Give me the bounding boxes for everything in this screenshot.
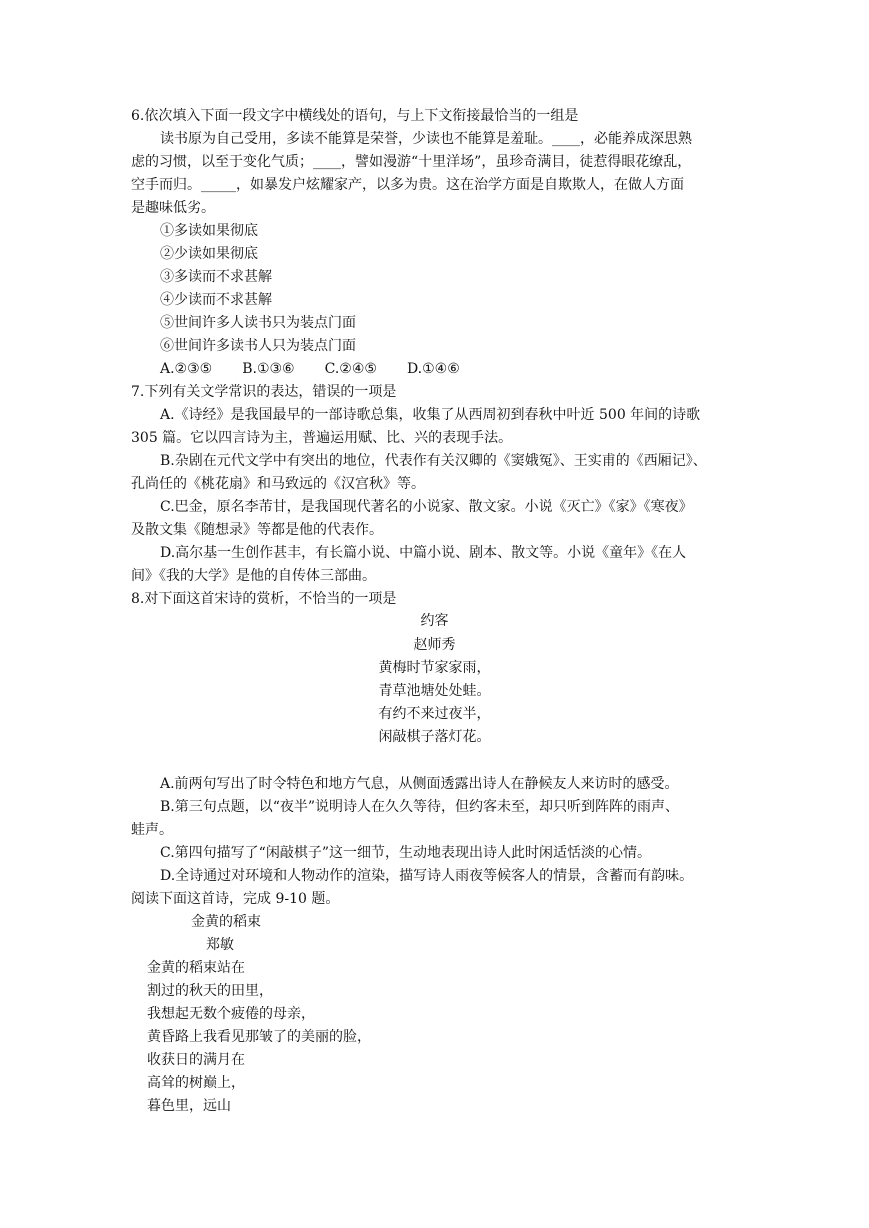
reading-poem-line: 我想起无数个疲倦的母亲，	[147, 1006, 315, 1022]
q6-passage-line: 空手而归。_____，如暴发户炫耀家产，以多为贵。这在治学方面是自欺欺人，在做人方面	[131, 177, 684, 193]
poem-author: 赵师秀	[413, 637, 456, 653]
reading-poem-line: 割过的秋天的田里，	[147, 983, 273, 999]
q6-passage-line: 是趣味低劣。	[131, 200, 215, 216]
q6-passage-line: 虑的习惯，以至于变化气质；____，譬如漫游“十里洋场”，虽珍奇满目，徒惹得眼花缭乱，	[131, 154, 692, 170]
q8-option-c: C.第四句描写了“闲敲棋子”这一细节，生动地表现出诗人此时闲适恬淡的心情。	[160, 845, 651, 861]
reading-poem-author: 郑敏	[206, 937, 234, 953]
q6-item: ⑥世间许多读书人只为装点门面	[160, 338, 356, 354]
reading-poem-line: 黄昏路上我看见那皱了的美丽的脸，	[147, 1029, 371, 1045]
q6-option-d: D.①④⑥	[406, 361, 460, 377]
q8-option-b: B.第三句点题，以“夜半”说明诗人在久久等待，但约客未至，却只听到阵阵的雨声、	[160, 799, 680, 815]
reading-poem-line: 高耸的树巅上，	[147, 1075, 245, 1091]
q6-item: ②少读如果彻底	[160, 246, 258, 262]
q7-option-d-cont: 间》《我的大学》是他的自传体三部曲。	[131, 568, 376, 584]
q6-option-c: C.②④⑤	[324, 361, 377, 377]
q7-option-d: D.高尔基一生创作甚丰，有长篇小说、中篇小说、剧本、散文等。小说《童年》《在人	[160, 545, 687, 561]
q6-passage-line: 读书原为自己受用，多读不能算是荣誉，少读也不能算是羞耻。____，必能养成深思熟	[160, 131, 692, 147]
q7-option-a: A.《诗经》是我国最早的一部诗歌总集，收集了从西周初到春秋中叶近 500 年间的诗歌	[160, 407, 701, 423]
q7-stem: 7.下列有关文学常识的表达，错误的一项是	[131, 384, 397, 400]
q7-option-a-cont: 305 篇。它以四言诗为主，普遍运用赋、比、兴的表现手法。	[131, 430, 513, 446]
q7-option-c: C.巴金，原名李芾甘，是我国现代著名的小说家、散文家。小说《灭亡》《家》《寒夜》	[160, 499, 693, 515]
q8-option-b-cont: 蛙声。	[131, 822, 173, 838]
q7-option-b-cont: 孔尚任的《桃花扇》和马致远的《汉宫秋》等。	[131, 476, 425, 492]
q6-options	[160, 359, 490, 379]
reading-poem-line: 收获日的满月在	[147, 1052, 245, 1068]
poem-line: 有约不来过夜半，	[378, 706, 491, 722]
q6-option-b: B.①③⑥	[242, 361, 295, 377]
poem-line: 黄梅时节家家雨，	[378, 660, 491, 676]
q6-item: ③多读而不求甚解	[160, 269, 272, 285]
reading-poem-line: 金黄的稻束站在	[147, 960, 245, 976]
poem-title: 约客	[420, 613, 449, 629]
q7-option-b: B.杂剧在元代文学中有突出的地位，代表作有关汉卿的《窦娥冤》、王实甫的《西厢记》、	[160, 453, 707, 469]
poem-line: 青草池塘处处蛙。	[378, 683, 491, 699]
poem-line: 闲敲棋子落灯花。	[378, 729, 491, 745]
q6-item: ①多读如果彻底	[160, 223, 258, 239]
q8-option-a: A.前两句写出了时令特色和地方气息，从侧面透露出诗人在静候友人来访时的感受。	[160, 776, 679, 792]
q8-stem: 8.对下面这首宋诗的赏析，不恰当的一项是	[131, 591, 397, 607]
reading-intro: 阅读下面这首诗，完成 9-10 题。	[131, 891, 340, 907]
q6-option-a: A.②③⑤	[160, 361, 213, 377]
reading-poem-title: 金黄的稻束	[191, 914, 261, 930]
q8-option-d: D.全诗通过对环境和人物动作的渲染，描写诗人雨夜等候客人的情景，含蓄而有韵味。	[160, 868, 694, 884]
q6-item: ⑤世间许多人读书只为装点门面	[160, 315, 356, 331]
q6-item: ④少读而不求甚解	[160, 292, 272, 308]
q7-option-c-cont: 及散文集《随想录》等都是他的代表作。	[131, 522, 383, 538]
q6-stem: 6.依次填入下面一段文字中横线处的语句，与上下文衔接最恰当的一组是	[131, 108, 579, 124]
reading-poem-line: 暮色里，远山	[147, 1098, 231, 1114]
